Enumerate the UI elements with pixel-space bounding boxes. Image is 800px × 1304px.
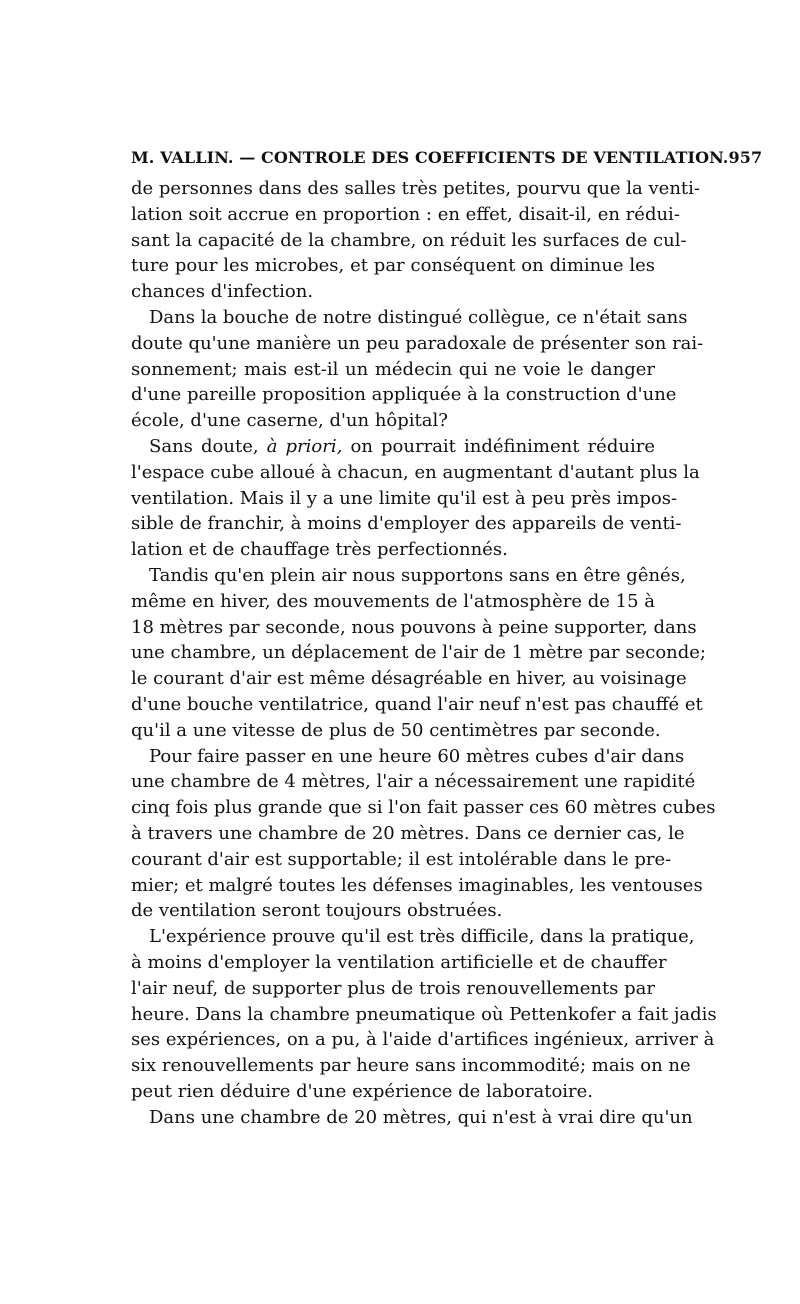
text-line: même en hiver, des mouvements de l'atmosphère de 15 à [131,590,656,612]
text-line: ture pour les microbes, et par conséquent on diminue les [131,255,655,277]
text-line: école, d'une caserne, d'un hôpital? [131,410,448,432]
paragraph-7 [131,1105,693,1131]
body-text [131,176,717,1130]
text-line: d'une pareille proposition appliquée à la construction d'une [131,384,677,406]
text-line: de personnes dans des salles très petites, pourvu que la venti- [131,178,700,199]
paragraph-3 [131,434,700,563]
text-line: Dans la bouche de notre distingué collègue, ce n'était sans [149,306,688,328]
paragraph-1 [131,176,700,305]
text-line: doute qu'une manière un peu paradoxale de présenter son rai- [131,332,704,354]
text-line: chances d'infection. [131,281,314,303]
text-line: L'expérience prouve qu'il est très difficile, dans la pratique, [149,926,695,948]
text-run: on pourrait indéfiniment réduire [350,435,655,457]
text-line: sonnement; mais est-il un médecin qui ne voie le danger [131,358,655,380]
page-number: 957 [728,148,763,167]
text-line: une chambre, un déplacement de l'air de 1 mètre par seconde; [131,642,706,664]
text-line: d'une bouche ventilatrice, quand l'air neuf n'est pas chauffé et [131,693,703,715]
text-line: l'espace cube alloué à chacun, en augmentant d'autant plus la [131,461,700,483]
text-line: qu'il a une vitesse de plus de 50 centimètres par seconde. [131,719,661,741]
text-line: heure. Dans la chambre pneumatique où Pettenkofer a fait jadis [131,1003,717,1025]
text-line: le courant d'air est même désagréable en hiver, au voisinage [131,668,687,690]
text-line: lation et de chauffage très perfectionnés. [131,539,508,561]
text-line: de ventilation seront toujours obstruées. [131,900,503,922]
running-title: M. VALLIN. — CONTROLE DES COEFFICIENTS DE VENTILATION. [131,148,729,167]
text-line: mier; et malgré toutes les défenses imaginables, les ventouses [131,874,703,896]
text-line: sible de franchir, à moins d'employer des appareils de venti- [131,513,682,535]
running-header [131,148,763,167]
text-line-mixed [131,434,655,460]
italic-phrase: à priori, [266,435,343,457]
paragraph-2 [131,305,704,434]
text-line: ventilation. Mais il y a une limite qu'il est à peu près impos- [131,487,678,509]
text-line: cinq fois plus grande que si l'on fait passer ces 60 mètres cubes [131,797,716,819]
text-run: Sans doute, [149,435,259,457]
text-line: sant la capacité de la chambre, on réduit les surfaces de cul- [131,229,687,251]
text-line: Dans une chambre de 20 mètres, qui n'est à vrai dire qu'un [149,1106,693,1128]
text-line: l'air neuf, de supporter plus de trois renouvellements par [131,977,655,999]
text-line: peut rien déduire d'une expérience de laboratoire. [131,1080,594,1102]
text-line: six renouvellements par heure sans incommodité; mais on ne [131,1055,691,1077]
paragraph-5 [131,744,716,925]
text-line: Pour faire passer en une heure 60 mètres cubes d'air dans [149,745,685,767]
text-line: Tandis qu'en plein air nous supportons sans en être gênés, [149,564,686,586]
text-line: 18 mètres par seconde, nous pouvons à peine supporter, dans [131,616,697,638]
text-line: ses expériences, on a pu, à l'aide d'artifices ingénieux, arriver à [131,1029,715,1051]
text-line: une chambre de 4 mètres, l'air a nécessairement une rapidité [131,771,696,793]
paragraph-6 [131,924,717,1105]
text-line: lation soit accrue en proportion : en effet, disait-il, en rédui- [131,203,680,225]
text-line: courant d'air est supportable; il est intolérable dans le pre- [131,848,672,870]
paragraph-4 [131,563,706,744]
text-line: à travers une chambre de 20 mètres. Dans ce dernier cas, le [131,822,685,844]
text-line: à moins d'employer la ventilation artificielle et de chauffer [131,951,667,973]
